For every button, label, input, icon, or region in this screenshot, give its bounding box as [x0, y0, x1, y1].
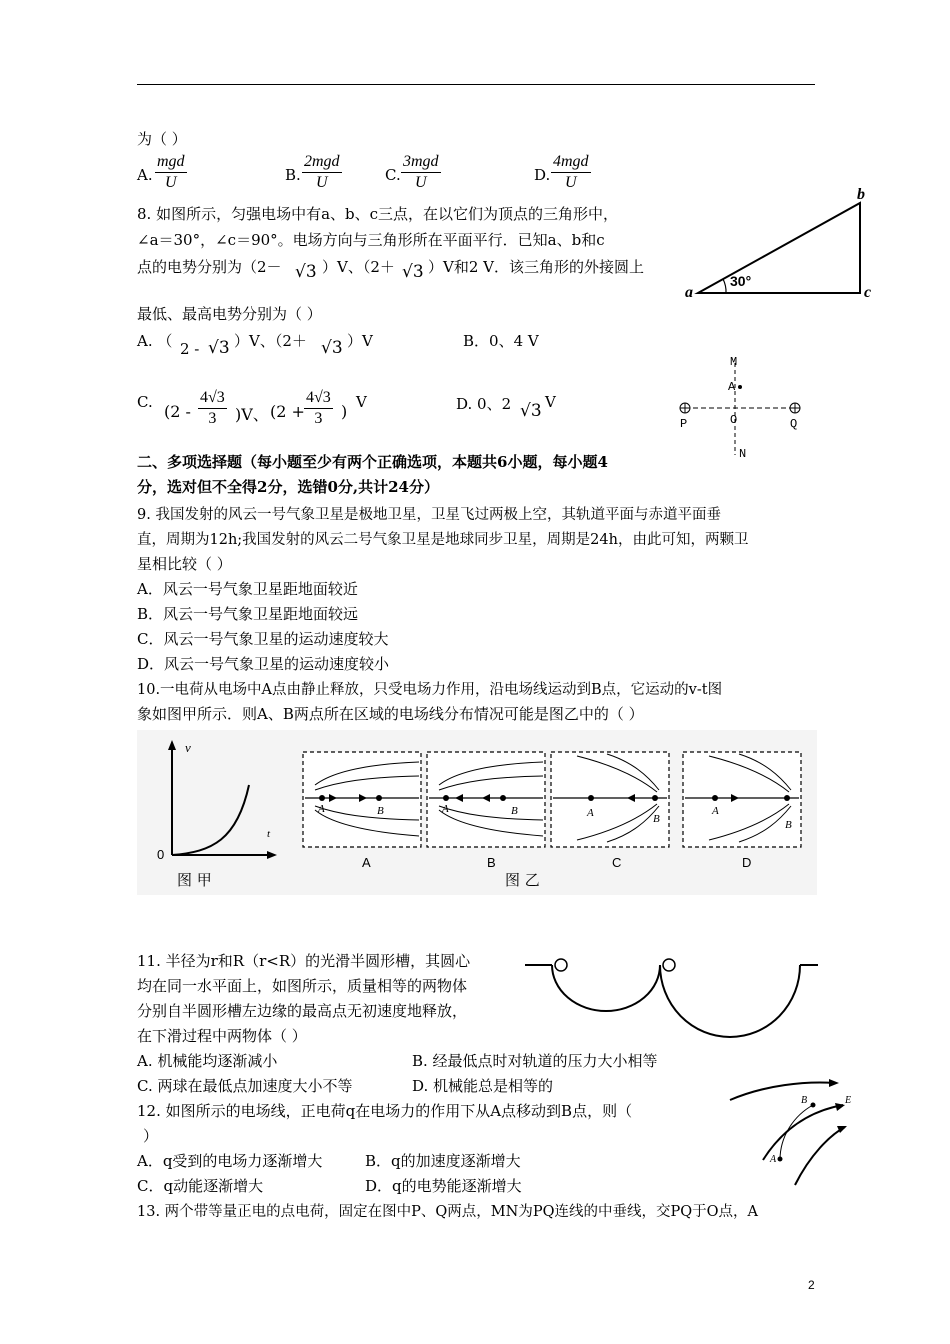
label-a: A	[728, 380, 736, 394]
caption-left: 图 甲	[177, 871, 212, 889]
q8-line4: 最低、最高电势分别为（ ）	[137, 305, 322, 323]
q13-line1: 13. 两个带等量正电的点电荷，固定在图中P、Q两点，MN为PQ连线的中垂线，交PQ于O点，A	[137, 1204, 758, 1220]
q8-line2: ∠a＝30°，∠c＝90°。电场方向与三角形所在平面平行．已知a、b和c	[137, 231, 605, 249]
q12-option-b: B．q的加速度逐渐增大	[365, 1152, 521, 1170]
v-label: v	[185, 740, 191, 755]
label-m: M	[730, 355, 738, 369]
angle-arc	[723, 279, 726, 293]
q8-option-c-close1: )V、	[235, 405, 269, 424]
q11-option-a: A. 机械能均逐渐减小	[137, 1052, 278, 1070]
q11-line2: 均在同一水平面上，如图所示，质量相等的两物体	[137, 977, 468, 995]
q10-line2: 象如图甲所示．则A、B两点所在区域的电场线分布情况可能是图乙中的（ ）	[137, 705, 644, 723]
large-trough	[660, 965, 800, 1037]
q8-sqrt3-1: √3	[295, 262, 317, 282]
q8-option-a-sqrt3-2: √3	[321, 338, 343, 358]
q9-line1: 9. 我国发射的风云一号气象卫星是极地卫星，卫星飞过两极上空，其轨道平面与赤道平面垂	[137, 507, 721, 523]
q8-option-a-2: 2 -	[180, 340, 200, 358]
caption-right: 图 乙	[505, 871, 540, 889]
q8-option-a-4: ）V	[347, 332, 373, 350]
q7-option-a-fraction: mgd U	[157, 153, 185, 191]
q11-option-c: C. 两球在最低点加速度大小不等	[137, 1077, 353, 1095]
panel-b-label: B	[487, 855, 496, 870]
header-rule	[137, 84, 815, 85]
q9-line3: 星相比较（ ）	[137, 555, 232, 573]
q8-option-a-3: ）V、（2＋	[234, 332, 307, 350]
q8-option-c-close2: )	[341, 402, 348, 421]
q9-option-c: C．风云一号气象卫星的运动速度较大	[137, 630, 389, 648]
large-ball	[663, 959, 675, 971]
angle-30-label: 30°	[730, 273, 752, 289]
point-a	[738, 385, 742, 389]
q11-line1: 11. 半径为r和R（r<R）的光滑半圆形槽，其圆心	[137, 952, 471, 970]
q8-sqrt3-2: √3	[402, 262, 424, 282]
triangle-figure	[680, 185, 880, 305]
q11-line4: 在下滑过程中两物体（ ）	[137, 1027, 307, 1045]
q8-option-c-fraction-1: $\frac{4√3}{3}$	[200, 389, 225, 427]
semicircle-troughs-figure	[520, 950, 820, 1050]
svg-text:B: B	[785, 819, 792, 831]
q7-option-c-label: C.	[385, 166, 401, 184]
q9-option-d: D．风云一号气象卫星的运动速度较小	[137, 655, 390, 673]
label-o: O	[730, 413, 738, 427]
vertex-a-label: a	[685, 284, 693, 301]
svg-text:A: A	[318, 803, 325, 815]
q8-line3a: 点的电势分别为（2－	[137, 258, 282, 276]
q7-option-c-fraction: 3mgd U	[403, 153, 439, 191]
q12-option-a: A．q受到的电场力逐渐增大	[137, 1152, 323, 1170]
section2-heading-line2: 分，选对但不全得2分，选错0分,共计24分）	[137, 478, 439, 496]
vertex-b-label: b	[857, 186, 865, 203]
q12-line2: ）	[143, 1127, 159, 1145]
section2-heading-line1: 二、多项选择题（每小题至少有两个正确选项，本题共6小题，每小题4	[137, 453, 608, 471]
q8-option-d-unit: V	[545, 393, 556, 411]
q12-line1: 12. 如图所示的电场线，正电荷q在电场力的作用下从A点移动到B点，则（	[137, 1102, 633, 1120]
q11-line3: 分别自半圆形槽左边缘的最高点无初速度地释放，	[137, 1002, 468, 1020]
q7-stem: 为（ ）	[137, 130, 187, 148]
svg-text:A: A	[712, 805, 719, 817]
q9-option-a: A．风云一号气象卫星距地面较近	[137, 580, 358, 598]
q11-option-b: B. 经最低点时对轨道的压力大小相等	[412, 1052, 658, 1070]
q7-option-b-fraction: 2mgd U	[304, 153, 340, 191]
q8-option-c-unit: V	[356, 393, 367, 411]
small-trough	[552, 965, 660, 1011]
triangle-abc	[698, 203, 860, 293]
q8-option-d: D. 0、2	[456, 395, 512, 413]
q7-option-b-label: B.	[285, 166, 301, 184]
q7-option-a-label: A.	[137, 166, 153, 184]
panel-a-label: A	[362, 855, 371, 870]
svg-text:B: B	[377, 805, 384, 817]
svg-text:B: B	[511, 805, 518, 817]
q8-line3c: ）V和2 V．该三角形的外接圆上	[428, 258, 644, 276]
page-number: 2	[808, 1278, 815, 1292]
pq-mn-figure	[675, 355, 815, 465]
label-e: E	[845, 1095, 852, 1106]
q12-option-d: D．q的电势能逐渐增大	[365, 1177, 522, 1195]
q8-option-c-label: C.	[137, 393, 153, 411]
panel-c-label: C	[612, 855, 622, 870]
t-label: t	[267, 828, 271, 840]
small-ball	[555, 959, 567, 971]
origin-label: 0	[157, 847, 165, 862]
q9-line2: 直，周期为12h;我国发射的风云二号气象卫星是地球同步卫星，周期是24h，由此可知，两颗卫	[137, 532, 749, 548]
svg-text:A: A	[587, 807, 594, 819]
label-n: N	[739, 447, 747, 461]
q10-line1: 10.一电荷从电场中A点由静止释放，只受电场力作用，沿电场线运动到B点，它运动的v-t图	[137, 682, 723, 698]
q8-option-b: B．0、4 V	[463, 332, 539, 350]
electric-field-lines-figure	[725, 1075, 852, 1190]
q7-option-d-label: D.	[534, 166, 551, 184]
q8-option-c-2minus: (2 -	[164, 402, 191, 421]
q8-option-d-sqrt3: √3	[520, 401, 542, 421]
label-p: P	[680, 417, 688, 431]
point-a	[778, 1157, 783, 1162]
q9-option-b: B．风云一号气象卫星距地面较远	[137, 605, 359, 623]
q8-option-c-2plus: (2 +	[270, 402, 305, 421]
q8-option-c-fraction-2: $\frac{4√3}{3}$	[306, 389, 331, 427]
svg-text:A: A	[442, 803, 449, 815]
label-a: A	[770, 1154, 777, 1165]
q8-option-a-1: A. （	[137, 332, 173, 350]
q8-line3b: ）V、（2＋	[322, 258, 395, 276]
panel-d-label: D	[742, 855, 752, 870]
q11-option-d: D. 机械能总是相等的	[412, 1077, 554, 1095]
point-b	[811, 1103, 816, 1108]
svg-text:B: B	[653, 813, 660, 825]
q8-line1: 8. 如图所示，匀强电场中有a、b、c三点，在以它们为顶点的三角形中，	[137, 205, 619, 223]
vertex-c-label: c	[864, 284, 872, 301]
label-b: B	[801, 1095, 808, 1106]
q7-option-d-fraction: 4mgd U	[553, 153, 589, 191]
q8-option-a-sqrt3-1: √3	[208, 338, 230, 358]
q12-option-c: C．q动能逐渐增大	[137, 1177, 264, 1195]
label-q: Q	[790, 417, 798, 431]
q10-figure	[137, 730, 817, 895]
